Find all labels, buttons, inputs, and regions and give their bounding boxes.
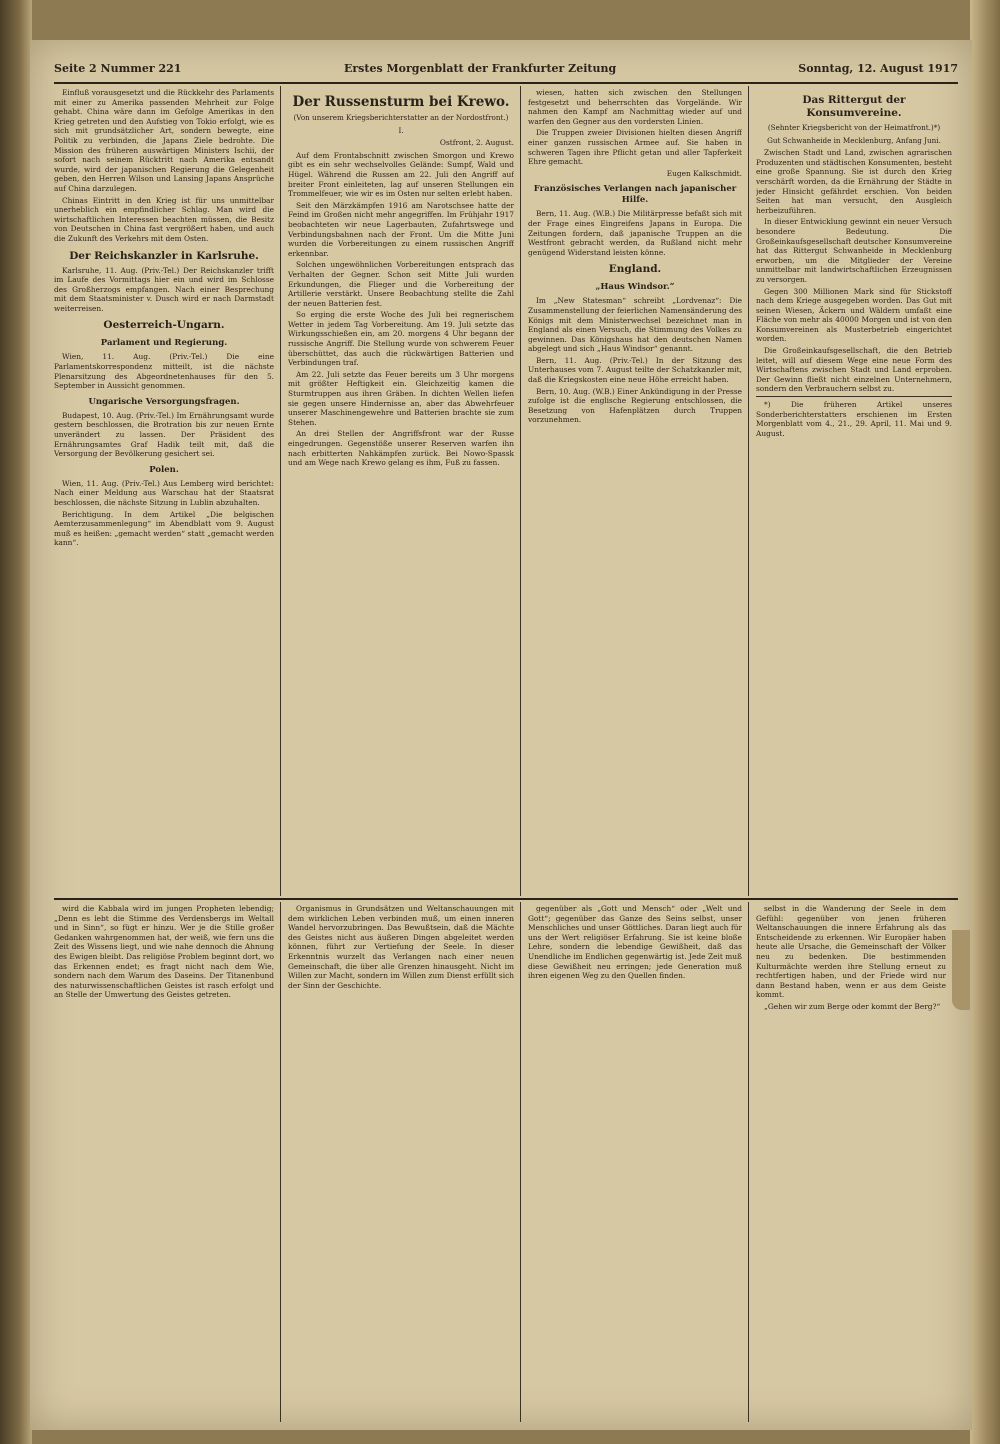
article-text: Budapest, 10. Aug. (Priv.-Tel.) Im Ernährungsamt wurde gestern beschlossen, die Brotration bis zur neuen Ernte unverändert zu lassen. Der Präsident des Ernährungsamtes Graf Hadik teilt mit, daß die Versorgung der Bevölkerung gesichert sei. bbox=[54, 410, 274, 459]
article-text: Auf dem Frontabschnitt zwischen Smorgon und Krewo gibt es ein sehr wechselvolles Gelände: Sumpf, Wald und Hügel. Während die Russen am 22. Juli den Angriff auf breiter Front einleiteten, lag auf unseren Stellungen ein Trommelfeuer, wie wir es im Osten nur selten erlebt haben. bbox=[288, 150, 514, 199]
issue-date: Sonntag, 12. August 1917 bbox=[798, 62, 958, 75]
article-text: wird die Kabbala wird im jungen Propheten lebendig; „Denn es lebt die Stimme des Verdensbergs im Weltall und in Sinn“, so fügt er hinzu. Wer je die Stille großer Gedanken wahrgenommen hat, der weiß, wie fern uns die Zeit des Wissens liegt, und wie nahe dennoch die Ahnung des Ewigen bleibt. Das religiöse Problem beginnt dort, wo das Erkennen endet; es fragt nicht nach dem Wie, sondern nach dem Warum des Daseins. Der Titanenbund des naturwissenschaftlichen Geistes ist rasch erfolgt und an Stelle der Umwertung des Geistes getreten. bbox=[54, 904, 274, 1000]
article-text: gegenüber als „Gott und Mensch“ oder „Welt und Gott“; gegenüber das Ganze des Seins selbst, unser Menschliches und unser Göttliches. Daran liegt auch für uns der Wert religiöser Erfahrung. Sie ist keine bloße Lehre, sondern die lebendige Gewißheit, daß das Unendliche im Endlichen gegenwärtig ist. Jede Zeit muß diese Gewißheit neu erringen; jede Generation muß ihren eigenen Weg zu den Quellen finden. bbox=[528, 904, 742, 981]
article-text: Bern, 11. Aug. (Priv.-Tel.) In der Sitzung des Unterhauses vom 7. August teilte der Schatzkanzler mit, daß die Kriegskosten eine neue Höhe erreicht haben. bbox=[528, 355, 742, 385]
author-signature: Eugen Kalkschmidt. bbox=[666, 168, 742, 178]
article-text: selbst in die Wanderung der Seele in dem Gefühl: gegenüber von jenen früheren Weltanschauungen die innere Erfahrung als das Entscheidende zu erkennen. Wir Europäer haben heute alle Ursache, die Gemeinschaft der Völker neu zu bedenken. Die bestimmenden Kulturmächte werden ihre Stellung erneut zu rechtfertigen haben, und der Friede wird nur dann Bestand haben, wenn er aus dem Geiste kommt. bbox=[756, 904, 946, 1000]
feuilleton-column-3 bbox=[528, 904, 742, 1420]
article-text: Bern, 10. Aug. (W.B.) Einer Ankündigung in der Presse zufolge ist die englische Regierung entschlossen, die Besetzung von Hafenplätzen durch Truppen vorzunehmen. bbox=[528, 386, 742, 425]
article-text: In dieser Entwicklung gewinnt ein neuer Versuch besondere Bedeutung. Die Großeinkaufsgesellschaft deutscher Konsumvereine hat das Rittergut Schwanheide in Mecklenburg erworben, um die Mitglieder der Vereine unmittelbar mit landwirtschaftlichen Erzeugnissen zu versorgen. bbox=[756, 217, 952, 284]
article-text: Die Truppen zweier Divisionen hielten diesen Angriff einer ganzen russischen Armee auf. Sie haben in schweren Tagen ihre Pflicht getan und aller Tapferkeit Ehre gemacht. bbox=[528, 128, 742, 167]
dateline: Gut Schwanheide in Mecklenburg, Anfang Juni. bbox=[767, 135, 941, 145]
binding-gutter bbox=[0, 0, 32, 1444]
column-4 bbox=[756, 88, 952, 894]
running-header bbox=[54, 62, 958, 80]
column-divider bbox=[748, 86, 749, 896]
article-text: Bern, 11. Aug. (W.B.) Die Militärpresse befaßt sich mit der Frage eines Eingreifens Japans in Europa. Die Zeitungen fordern, daß japanische Truppen an die Westfront gebracht werden, da Rußland nicht mehr genügend Widerstand leisten könne. bbox=[528, 209, 742, 257]
column-divider bbox=[748, 902, 749, 1422]
article-text: Einfluß vorausgesetzt und die Rückkehr des Parlaments mit einer zu Amerika passenden Mehrheit zur Folge gehabt. China wäre dann im Gefolge Amerikas in den Krieg getreten und den Aufstieg von Tokio erfolgt, wie es sich mit grundsätzlicher Art, sondern bewegte, eine Politik zu verbinden, die Japans Ziele bedrohte. Die Mission des früheren auswärtigen Ministers Ischii, der sofort nach seinem Rücktritt nach Amerika entsandt wurde, wird der japanischen Regierung die Gelegenheit geben, den Herren Wilson und Lansing Japans Ansprüche auf China darzulegen. bbox=[54, 88, 274, 193]
feuilleton-column-2 bbox=[288, 904, 514, 1420]
column-divider bbox=[280, 902, 281, 1422]
article-text: „Gehen wir zum Berge oder kommt der Berg?“ bbox=[764, 1001, 941, 1011]
article-headline: Der Reichskanzler in Karlsruhe. bbox=[69, 249, 259, 262]
masthead-title: Erstes Morgenblatt der Frankfurter Zeitung bbox=[344, 62, 617, 75]
article-text: Wien, 11. Aug. (Priv.-Tel.) Die eine Parlamentskorrespondenz mitteilt, ist die nächste Plenarsitzung des Abgeordnetenhauses für den 5. September in Aussicht genommen. bbox=[54, 352, 274, 391]
article-text: wiesen, hatten sich zwischen den Stellungen festgesetzt und beherrschten das Vorgelände. Wir nahmen den Kampf am Nachmittag wieder auf und warfen den Gegner aus den vordersten Linien. bbox=[528, 88, 742, 126]
torn-page-corner bbox=[952, 930, 970, 1010]
article-headline: Das Rittergut der Konsumvereine. bbox=[802, 94, 906, 119]
article-text: Chinas Eintritt in den Krieg ist für uns unmittelbar unerheblich ein empfindlicher Schlag. Man wird die wirtschaftlichen Interessen beachten müssen, die Besitz von Deutschen in China fast vergrößert haben, und auch die Zukunft des Verkehrs mit dem Osten. bbox=[54, 195, 274, 243]
article-text: An drei Stellen der Angriffsfront war der Russe eingedrungen. Gegenstöße unserer Reserven warfen ihn nach erbitterten Nahkämpfen zurück. Bei Nowo-Spassk und am Wege nach Krewo gelang es ihm, Fuß zu fassen. bbox=[288, 429, 514, 468]
article-subheadline: „Haus Windsor.“ bbox=[595, 282, 675, 293]
page-number: Seite 2 Nummer 221 bbox=[54, 62, 182, 75]
article-text: Zwischen Stadt und Land, zwischen agrarischen Produzenten und städtischen Konsumenten, besteht eine große Spannung. Sie ist durch den Krieg verschärft worden, da die Ernährung der Städte in jeder Hinsicht gefährdet erschien. Von beiden Seiten hat man versucht, den Ausgleich herbeizuführen. bbox=[756, 148, 952, 215]
page-edge-stack bbox=[970, 0, 1000, 1444]
article-byline: (Von unserem Kriegsberichterstatter an der Nordostfront.) bbox=[293, 113, 509, 122]
article-headline: Französisches Verlangen nach japanischer Hilfe. bbox=[533, 184, 737, 206]
article-text: Die Großeinkaufsgesellschaft, die den Betrieb leitet, will auf diesem Wege eine neue Form des Wirtschaftens zwischen Stadt und Land erproben. Der Gewinn fließt nicht einzelnen Unternehmern, sondern den Verbrauchern selbst zu. bbox=[756, 346, 952, 394]
article-headline: Der Russensturm bei Krewo. bbox=[292, 94, 510, 110]
article-text: Am 22. Juli setzte das Feuer bereits um 3 Uhr morgens mit größter Heftigkeit ein. Gleichzeitig kamen die Sturmtruppen aus ihren Gräben. In dichten Wellen liefen sie gegen unsere Hindernisse an, aber das Abwehrfeuer unserer Maschinengewehre und Batterien brachte sie zum Stehen. bbox=[288, 369, 514, 427]
column-1 bbox=[54, 88, 274, 894]
article-text: Seit den Märzkämpfen 1916 am Narotschsee hatte der Feind im Großen nicht mehr angegriffen. Im Frühjahr 1917 beobachteten wir neue Lagerbauten, Zufahrtswege und Verbindungsbahnen nach der Front. Um die Mitte Juni wurden die Vorbereitungen zu einem russischen Angriff erkennbar. bbox=[288, 200, 514, 258]
section-numeral: I. bbox=[398, 125, 404, 135]
article-subheadline: Polen. bbox=[149, 464, 179, 475]
article-headline: Oesterreich-Ungarn. bbox=[103, 319, 225, 332]
header-rule bbox=[54, 82, 958, 84]
newspaper-page bbox=[30, 40, 972, 1430]
footnote: *) Die früheren Artikel unseres Sonderberichterstatters erschienen im Ersten Morgenblatt vom 4., 21., 29. April, 11. Mai und 9. August. bbox=[756, 396, 952, 438]
article-text: Karlsruhe, 11. Aug. (Priv.-Tel.) Der Reichskanzler trifft im Laufe des Vormittags hier ein und wird im Schlosse des Großherzogs empfangen. Nach einer Besprechung mit dem Staatsminister v. Dusch wird er nach Darmstadt weiterreisen. bbox=[54, 265, 274, 313]
article-text: Im „New Statesman“ schreibt „Lordvenaz“: Die Zusammenstellung der feierlichen Namensänderung des Königs mit dem Ministerwechsel bezeichnet man in England als einen Versuch, die Stimmung des Volkes zu gewinnen. Das Königshaus hat den deutschen Namen abgelegt und sich „Haus Windsor“ genannt. bbox=[528, 296, 742, 354]
column-divider bbox=[520, 86, 521, 896]
article-text: So erging die erste Woche des Juli bei regnerischem Wetter in jedem Tag Vorbereitung. Am 19. Juli setzte das Wirkungsschießen ein, am 20. morgens 4 Uhr begann der russische Angriff. Die Stellung wurde von schwerem Feuer überschüttet, das auch die rückwärtigen Batterien und Verbindungen traf. bbox=[288, 310, 514, 368]
article-subheadline: Parlament und Regierung. bbox=[100, 338, 228, 349]
article-headline: England. bbox=[608, 263, 662, 276]
column-2 bbox=[288, 88, 514, 894]
article-text: Wien, 11. Aug. (Priv.-Tel.) Aus Lemberg wird berichtet: Nach einer Meldung aus Warschau hat der Staatsrat beschlossen, die nächste Sitzung in Lublin abzuhalten. bbox=[54, 478, 274, 507]
article-byline: (Sehnter Kriegsbericht von der Heimatfront.)*) bbox=[767, 123, 941, 132]
article-text: Gegen 300 Millionen Mark sind für Stickstoff nach dem Kriege ausgegeben worden. Das Gut mit seinen Wiesen, Äckern und Wäldern umfaßt eine Fläche von mehr als 40000 Morgen und ist von den Konsumvereinen als Musterbetrieb eingerichtet worden. bbox=[756, 286, 952, 344]
article-text: Berichtigung. In dem Artikel „Die belgischen Aemterzusammenlegung“ im Abendblatt vom 9. August muß es heißen: „gemacht werden“ statt „gemacht werden kann“. bbox=[54, 509, 274, 548]
column-3 bbox=[528, 88, 742, 894]
article-text: Solchen ungewöhnlichen Vorbereitungen entsprach das Verhalten der Gegner. Schon seit Mitte Juli wurden Erkundungen, die Flieger und die Vorbereitung der Artillerie verstärkt. Unsere Beobachtung stellte die Zahl der neuen Batterien fest. bbox=[288, 260, 514, 308]
feuilleton-column-1 bbox=[54, 904, 274, 1420]
article-text: Organismus in Grundsätzen und Weltanschauungen mit dem wirklichen Leben verbinden muß, um einen inneren Wandel hervorzubringen. Das Bewußtsein, daß die Mächte des Geistes nicht aus äußeren Dingen abgeleitet werden können, führt zur Vertiefung der Seele. In dieser Erkenntnis wurzelt das Verlangen nach einer neuen Gemeinschaft, die über alle Grenzen hinausgeht. Nicht im Willen zur Macht, sondern im Willen zum Dienst erfüllt sich der Sinn der Geschichte. bbox=[288, 904, 514, 990]
article-subheadline: Ungarische Versorgungsfragen. bbox=[88, 396, 240, 407]
column-divider bbox=[280, 86, 281, 896]
feuilleton-rule bbox=[54, 898, 958, 900]
dateline: Ostfront, 2. August. bbox=[439, 138, 514, 148]
column-divider bbox=[520, 902, 521, 1422]
feuilleton-column-4 bbox=[756, 904, 946, 1420]
